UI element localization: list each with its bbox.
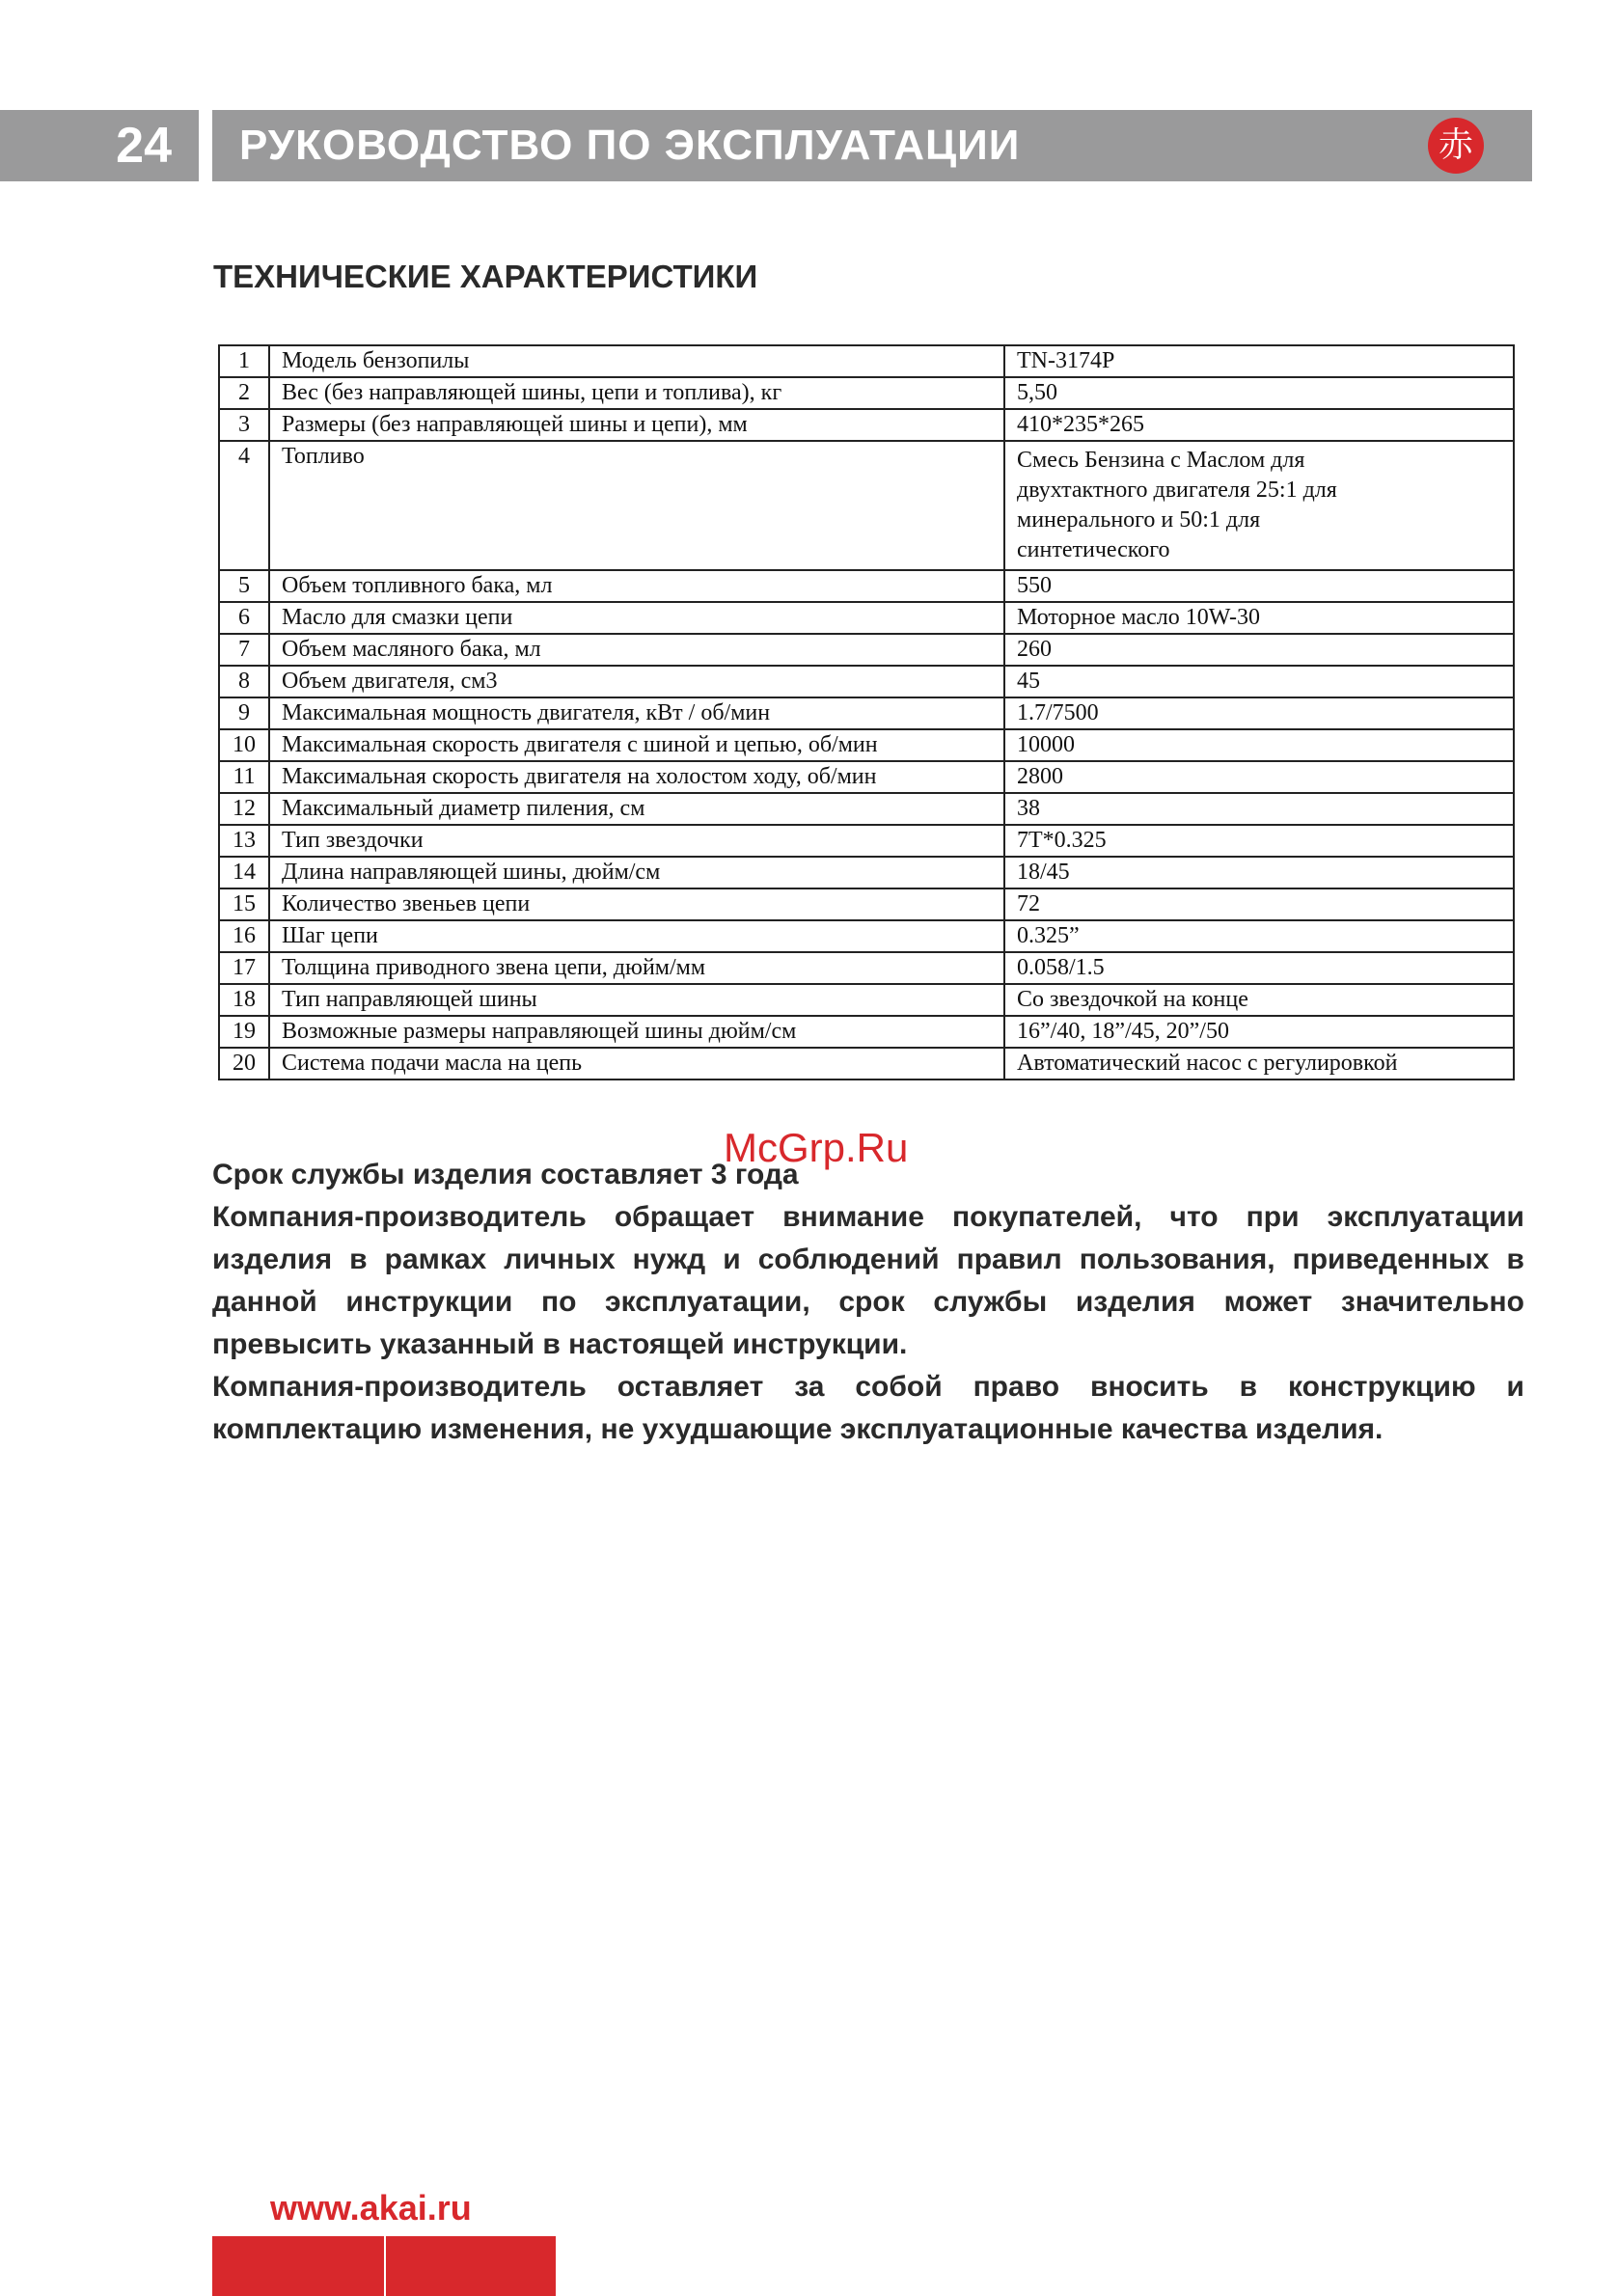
parameter-value: 550 [1004,570,1514,602]
parameter-value: 7T*0.325 [1004,825,1514,857]
parameter-name: Шаг цепи [269,920,1004,952]
row-number: 20 [219,1048,269,1080]
row-number: 11 [219,761,269,793]
parameter-name: Максимальная мощность двигателя, кВт / об/мин [269,697,1004,729]
table-row [219,793,1514,825]
row-number: 14 [219,857,269,888]
row-number: 10 [219,729,269,761]
table-row [219,634,1514,666]
parameter-name: Длина направляющей шины, дюйм/см [269,857,1004,888]
parameter-value: Со звездочкой на конце [1004,984,1514,1016]
row-number: 13 [219,825,269,857]
value-line: двухтактного двигателя 25:1 для [1017,478,1337,503]
table-row [219,409,1514,441]
parameter-value: 10000 [1004,729,1514,761]
table-row [219,952,1514,984]
row-number: 9 [219,697,269,729]
footer-divider [384,2236,386,2296]
parameter-value: Автоматический насос с регулировкой [1004,1048,1514,1080]
row-number: 2 [219,377,269,409]
parameter-value: 2800 [1004,761,1514,793]
table-row [219,920,1514,952]
table-row [219,761,1514,793]
parameter-value: 0.325” [1004,920,1514,952]
parameter-name: Система подачи масла на цепь [269,1048,1004,1080]
row-number: 7 [219,634,269,666]
specs-table [218,344,1515,1080]
table-row [219,888,1514,920]
parameter-value: 18/45 [1004,857,1514,888]
value-line: Смесь Бензина с Маслом для [1017,448,1305,473]
table-row [219,570,1514,602]
value-line: синтетического [1017,537,1170,562]
parameter-value: 1.7/7500 [1004,697,1514,729]
parameter-name: Вес (без направляющей шины, цепи и топлива), кг [269,377,1004,409]
parameter-value: 5,50 [1004,377,1514,409]
table-row [219,441,1514,570]
row-number: 18 [219,984,269,1016]
parameter-name: Максимальная скорость двигателя на холостом ходу, об/мин [269,761,1004,793]
parameter-name: Модель бензопилы [269,345,1004,377]
row-number: 17 [219,952,269,984]
row-number: 3 [219,409,269,441]
parameter-value: 260 [1004,634,1514,666]
parameter-name: Топливо [269,441,1004,570]
parameter-value: 410*235*265 [1004,409,1514,441]
parameter-name: Толщина приводного звена цепи, дюйм/мм [269,952,1004,984]
row-number: 16 [219,920,269,952]
table-row [219,666,1514,697]
parameter-name: Максимальная скорость двигателя с шиной и цепью, об/мин [269,729,1004,761]
parameter-name: Тип направляющей шины [269,984,1004,1016]
parameter-name: Возможные размеры направляющей шины дюйм/см [269,1016,1004,1048]
parameter-name: Количество звеньев цепи [269,888,1004,920]
row-number: 15 [219,888,269,920]
parameter-name: Максимальный диаметр пиления, см [269,793,1004,825]
page-number: 24 [0,110,199,181]
table-row [219,857,1514,888]
table-row [219,697,1514,729]
watermark: McGrp.Ru [724,1125,909,1170]
table-row [219,602,1514,634]
body-text [212,1154,1524,1451]
parameter-value: 38 [1004,793,1514,825]
parameter-value: TN-3174P [1004,345,1514,377]
row-number: 1 [219,345,269,377]
parameter-name: Тип звездочки [269,825,1004,857]
parameter-value: 16”/40, 18”/45, 20”/50 [1004,1016,1514,1048]
table-row [219,1048,1514,1080]
table-row [219,729,1514,761]
footer-block [212,2236,556,2296]
parameter-value: 72 [1004,888,1514,920]
table-row [219,377,1514,409]
row-number: 6 [219,602,269,634]
parameter-value: 0.058/1.5 [1004,952,1514,984]
row-number: 5 [219,570,269,602]
header-bar [212,110,1532,181]
parameter-name: Объем масляного бака, мл [269,634,1004,666]
parameter-name: Объем топливного бака, мл [269,570,1004,602]
parameter-name: Масло для смазки цепи [269,602,1004,634]
row-number: 19 [219,1016,269,1048]
value-line: минерального и 50:1 для [1017,507,1261,533]
section-title: ТЕХНИЧЕСКИЕ ХАРАКТЕРИСТИКИ [213,259,758,294]
parameter-value: Моторное масло 10W-30 [1004,602,1514,634]
service-life-paragraph: Срок службы изделия составляет 3 года [212,1159,799,1190]
parameter-value [1004,441,1514,570]
table-row [219,345,1514,377]
row-number: 4 [219,441,269,570]
row-number: 8 [219,666,269,697]
parameter-name: Объем двигателя, см3 [269,666,1004,697]
footer-url-link[interactable]: www.akai.ru [270,2188,472,2228]
table-row [219,825,1514,857]
row-number: 12 [219,793,269,825]
parameter-value: 45 [1004,666,1514,697]
table-row [219,984,1514,1016]
design-change-paragraph: Компания-производитель оставляет за собой право вносить в конструкцию и комплектацию изменения, не ухудшающие эксплуатационные качества изделия. [212,1371,1524,1445]
table-row [219,1016,1514,1048]
brand-logo-icon: 赤 [1428,118,1484,174]
parameter-name: Размеры (без направляющей шины и цепи), мм [269,409,1004,441]
header-title: РУКОВОДСТВО ПО ЭКСПЛУАТАЦИИ [239,122,1021,169]
manufacturer-notice-paragraph: Компания-производитель обращает внимание покупателей, что при эксплуатации изделия в рамках личных нужд и соблюдений правил пользования, приведенных в данной инструкции по эксплуатации, срок службы изделия может значительно превысить указанный в настоящей инструкции. [212,1201,1524,1360]
